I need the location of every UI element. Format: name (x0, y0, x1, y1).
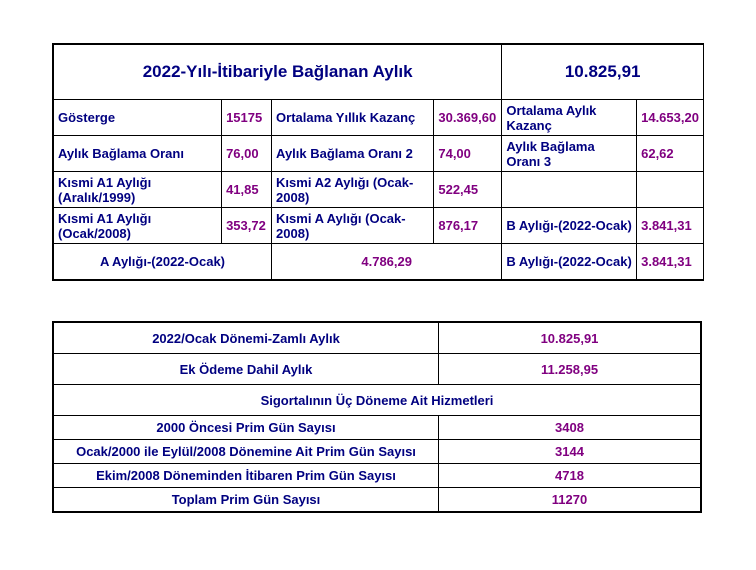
value-ortalama-yillik-kazanc: 30.369,60 (434, 100, 502, 136)
summary-title-value: 10.825,91 (502, 44, 704, 100)
value-aylik-baglama-orani-2: 74,00 (434, 136, 502, 172)
label-b-ayligi: B Aylığı-(2022-Ocak) (502, 208, 637, 244)
label-ortalama-aylik-kazanc: Ortalama Aylık Kazanç (502, 100, 637, 136)
label-kismi-a2-ocak-2008: Kısmi A2 Aylığı (Ocak-2008) (272, 172, 434, 208)
label-zamli-aylik: 2022/Ocak Dönemi-Zamlı Aylık (53, 322, 439, 354)
section-header: Sigortalının Üç Döneme Ait Hizmetleri (53, 385, 701, 416)
value-gosterge: 15175 (222, 100, 272, 136)
empty-cell (637, 172, 704, 208)
label-ortalama-yillik-kazanc: Ortalama Yıllık Kazanç (272, 100, 434, 136)
label-toplam-prim: Toplam Prim Gün Sayısı (53, 488, 439, 513)
table-row (53, 464, 701, 488)
label-kismi-a1-aralik-1999: Kısmi A1 Aylığı (Aralık/1999) (53, 172, 222, 208)
value-kismi-a-ocak-2008: 876,17 (434, 208, 502, 244)
value-aylik-baglama-orani: 76,00 (222, 136, 272, 172)
value-a-ayligi: 4.786,29 (272, 244, 502, 280)
label-prim-2000-oncesi: 2000 Öncesi Prim Gün Sayısı (53, 416, 439, 440)
label-b-ayligi-total: B Aylığı-(2022-Ocak) (502, 244, 637, 280)
value-b-ayligi: 3.841,31 (637, 208, 704, 244)
value-kismi-a1-aralik-1999: 41,85 (222, 172, 272, 208)
table-row (53, 416, 701, 440)
label-gosterge: Gösterge (53, 100, 222, 136)
value-ortalama-aylik-kazanc: 14.653,20 (637, 100, 704, 136)
value-b-ayligi-total: 3.841,31 (637, 244, 704, 280)
label-ek-odeme-dahil-aylik: Ek Ödeme Dahil Aylık (53, 354, 439, 385)
table-row (53, 488, 701, 513)
label-kismi-a1-ocak-2008: Kısmi A1 Aylığı (Ocak/2008) (53, 208, 222, 244)
label-aylik-baglama-orani-2: Aylık Bağlama Oranı 2 (272, 136, 434, 172)
label-aylik-baglama-orani: Aylık Bağlama Oranı (53, 136, 222, 172)
table-row (53, 440, 701, 464)
label-kismi-a-ocak-2008: Kısmi A Aylığı (Ocak-2008) (272, 208, 434, 244)
label-prim-2008-sonrasi: Ekim/2008 Döneminden İtibaren Prim Gün Sayısı (53, 464, 439, 488)
section-header-row (53, 385, 701, 416)
value-prim-2008-sonrasi: 4718 (439, 464, 702, 488)
value-kismi-a1-ocak-2008: 353,72 (222, 208, 272, 244)
label-aylik-baglama-orani-3: Aylık Bağlama Oranı 3 (502, 136, 637, 172)
value-kismi-a2-ocak-2008: 522,45 (434, 172, 502, 208)
table-row (53, 322, 701, 354)
table-row (53, 354, 701, 385)
value-toplam-prim: 11270 (439, 488, 702, 513)
empty-cell (502, 172, 637, 208)
value-prim-2000-2008: 3144 (439, 440, 702, 464)
summary-title: 2022-Yılı-İtibariyle Bağlanan Aylık (53, 44, 502, 100)
value-prim-2000-oncesi: 3408 (439, 416, 702, 440)
service-detail-table (52, 321, 702, 513)
value-ek-odeme-dahil-aylik: 11.258,95 (439, 354, 702, 385)
label-prim-2000-2008: Ocak/2000 ile Eylül/2008 Dönemine Ait Prim Gün Sayısı (53, 440, 439, 464)
value-aylik-baglama-orani-3: 62,62 (637, 136, 704, 172)
pension-summary-table (52, 43, 704, 281)
label-a-ayligi: A Aylığı-(2022-Ocak) (53, 244, 272, 280)
value-zamli-aylik: 10.825,91 (439, 322, 702, 354)
